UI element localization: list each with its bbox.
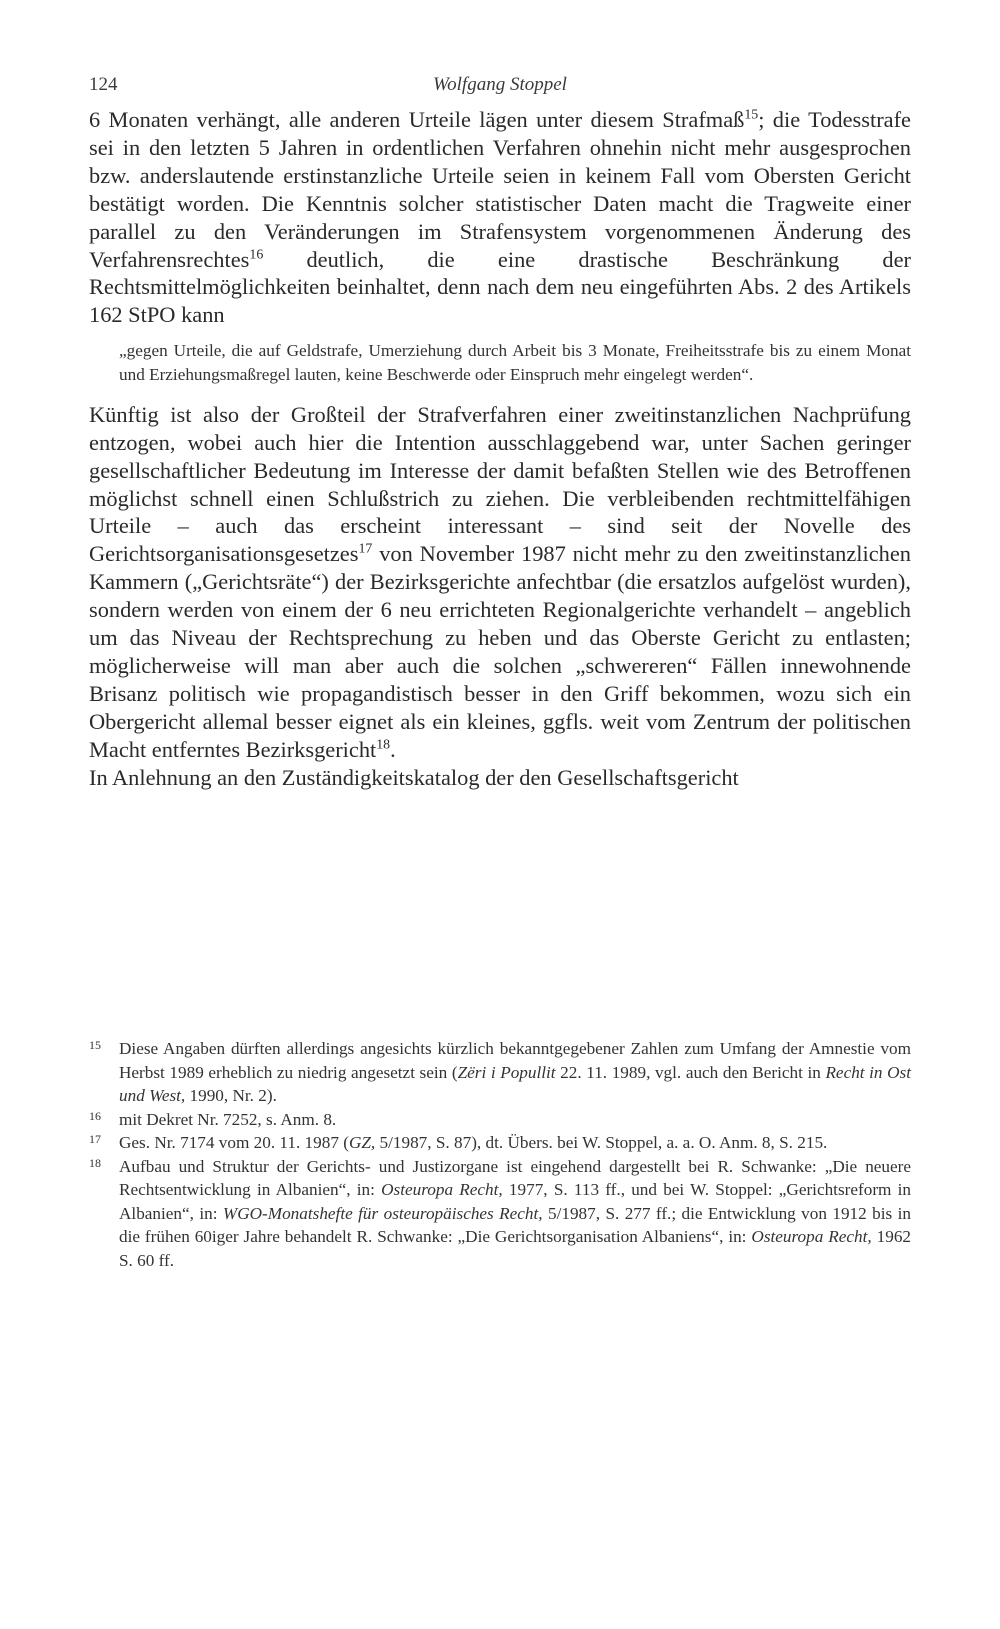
paragraph-2-part-3: . [390,736,396,762]
block-quote: „gegen Urteile, die auf Geldstrafe, Umerziehung durch Arbeit bis 3 Monate, Freiheitsstrafe bis zu einem Monat und Erziehungsmaßregel lauten, keine Beschwerde oder Einspruch mehr eingelegt werden“. [119,341,911,385]
page [89,74,911,792]
footnote-citation: WGO-Monatshefte für osteuropäisches Recht, [222,1203,543,1223]
footnote-number: 15 [89,1038,101,1052]
paragraph-1 [89,106,911,329]
footnote-16 [89,1108,911,1132]
footnote-number: 18 [89,1155,101,1170]
footnote-text-part: 1977, S. 113 ff., und bei W. Stoppel: „Gerichtsreform in Albanien“, in: [119,1180,912,1223]
footnote-text-part: 1990, Nr. 2). [185,1086,277,1105]
footnote-number: 17 [89,1132,101,1146]
footnote-15 [89,1037,911,1108]
footnote-text [119,1039,911,1105]
paragraph-1-part-1: 6 Monaten verhängt, alle anderen Urteile lägen unter diesem Strafmaß [89,107,745,132]
paragraph-2-part-1: Künftig ist also der Großteil der Strafverfahren einer zweitinstanzlichen Nachprüfung entzogen, wobei auch hier die Intention ausschlaggebend war, unter Sachen geringer gesellschaftlicher Bedeutung im Interesse der damit befaßten Stellen wie des Betroffenen möglichst schnell einen Schlußstrich zu ziehen. Die verbleibenden rechtmittelfähigen Urteile – auch das erscheint interessant – sind seit der Novelle des Gerichtsorganisationsgesetzes [89,401,911,567]
footnote-18 [89,1155,911,1273]
footnote-citation: GZ, [348,1133,376,1152]
footnote-citation: Osteuropa Recht, [751,1227,872,1246]
footnote-ref-16: 16 [249,246,264,262]
footnote-17 [89,1131,911,1155]
body-text [89,106,911,792]
footnote-text [119,1133,827,1152]
paragraph-3: In Anlehnung an den Zuständigkeitskatalog der den Gesellschaftsgericht [89,764,739,790]
footnote-text-part: 22. 11. 1989, vgl. auch den Bericht in [555,1062,826,1082]
page-number: 124 [89,74,118,95]
footnote-text [119,1157,911,1270]
footnote-text-part: 1962 S. 60 ff. [119,1227,912,1270]
paragraph-1-part-3: deutlich, die eine drastische Beschränkung der Rechtsmittelmöglichkeiten beinhaltet, denn nach dem neu eingeführten Abs. 2 des Artikels 162 StPO kann [89,246,911,328]
footnote-ref-18: 18 [376,737,391,753]
footnote-text-part: Diese Angaben dürften allerdings angesichts kürzlich bekanntgegebener Zahlen zum Umfang der Amnestie vom Herbst 1989 erheblich zu niedrig angesetzt sein ( [119,1039,911,1082]
paragraph-2-part-2: von November 1987 nicht mehr zu den zweitinstanzlichen Kammern („Gerichtsräte“) der Bezirksgerichte anfechtbar (die ersatzlos aufgelöst wurden), sondern werden von einem der 6 neu errichteten Regionalgerichte verhandelt – angeblich um das Niveau der Rechtsprechung zu heben und das Oberste Gericht zu entlasten; möglicherweise will man aber auch die solchen „schwereren“ Fällen innewohnende Brisanz politisch wie propagandistisch besser in den Griff bekommen, wozu sich ein Obergericht allemal besser eignet als ein kleines, ggfls. weit vom Zentrum der politischen Macht entferntes Bezirksgericht [89,541,911,762]
footnote-text-part: Ges. Nr. 7174 vom 20. 11. 1987 ( [119,1133,349,1152]
footnote-citation: Recht in Ost und West, [119,1062,912,1105]
footnote-ref-15: 15 [744,107,759,123]
footnote-text-part: 5/1987, S. 87), dt. Übers. bei W. Stoppel, a. a. O. Anm. 8, S. 215. [375,1133,828,1152]
footnote-text-part: 5/1987, S. 277 ff.; die Entwicklung von 1912 bis in die frühen 60iger Jahre behandelt R. Schwanke: „Die Gerichtsorganisation Albaniens“, in: [119,1203,911,1246]
running-title: Wolfgang Stoppel [433,74,567,95]
page-header [89,74,911,104]
footnote-text-part: Aufbau und Struktur der Gerichts- und Justizorgane ist eingehend dargestellt bei R. Schwanke: „Die neuere Rechtsentwicklung in Albanien“, in: [119,1156,911,1199]
footnote-number: 16 [89,1108,101,1123]
footnotes [89,1037,911,1272]
footnote-citation: Zëri i Popullit [457,1062,556,1082]
footnote-text: mit Dekret Nr. 7252, s. Anm. 8. [119,1109,337,1129]
footnote-citation: Osteuropa Recht, [381,1180,503,1199]
footnote-ref-17: 17 [358,541,373,557]
paragraph-1-part-2: ; die Todesstrafe sei in den letzten 5 Jahren in ordentlichen Verfahren ohnehin nicht mehr ausgesprochen bzw. anderslautende erstinstanzliche Urteile seien in keinem Fall vom Obersten Gericht bestätigt worden. Die Kenntnis solcher statistischer Daten macht die Tragweite einer parallel zu den Veränderungen im Strafensystem vorgenommenen Änderung des Verfahrensrechtes [89,107,911,272]
paragraph-2 [89,401,911,764]
